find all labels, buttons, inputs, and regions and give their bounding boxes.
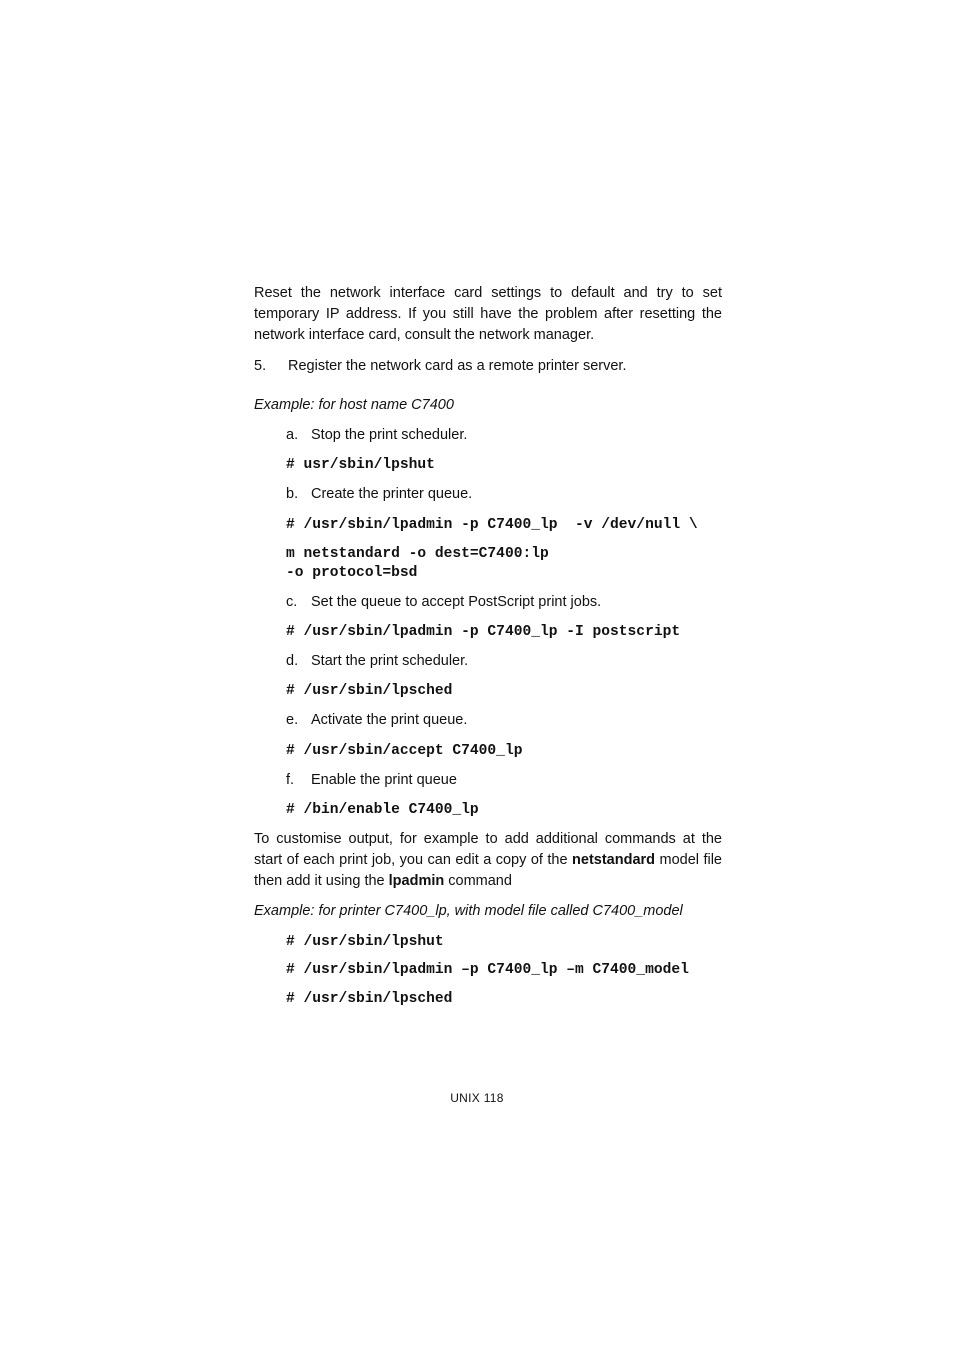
code-line: # /usr/sbin/lpsched [286,683,453,699]
code-line: # /usr/sbin/lpshut [286,934,444,950]
customise-paragraph [254,829,722,891]
substep-f [286,770,457,790]
substep-letter: b. [286,486,299,502]
substep-c [286,592,601,612]
customise-text-3: command [444,872,512,889]
substep-e [286,710,467,730]
step-text: Register the network card as a remote printer server. [288,358,627,374]
substep-text: Activate the print queue. [311,712,468,728]
netstandard-term: netstandard [572,851,656,868]
lpadmin-term: lpadmin [388,872,445,889]
code-line: -o protocol=bsd [286,565,418,581]
intro-paragraph: Reset the network interface card settings to default and try to set temporary IP address. If you still have the problem after resetting the network interface card, consult the network manager. [254,285,722,343]
code-line: # /usr/sbin/lpadmin –p C7400_lp –m C7400_model [286,962,689,978]
code-line: m netstandard -o dest=C7400:lp [286,546,549,562]
page-footer: UNIX 118 [450,1091,504,1105]
customise-text-1: To customise output, for example to add additional commands at the start of each print job, you can edit a copy of the [254,831,722,868]
code-line: # /usr/sbin/lpadmin -p C7400_lp -I postscript [286,624,681,640]
code-line: # usr/sbin/lpshut [286,457,435,473]
code-line: # /usr/sbin/lpadmin -p C7400_lp -v /dev/null \ [286,517,698,533]
code-line: # /usr/sbin/accept C7400_lp [286,743,523,759]
step-number: 5. [254,358,267,374]
substep-letter: a. [286,427,299,443]
substep-letter: d. [286,653,299,669]
substep-letter: e. [286,712,299,728]
substep-text: Enable the print queue [311,772,457,788]
substep-letter: f. [286,772,295,788]
step-5 [254,356,724,376]
substep-a [286,425,467,445]
substep-text: Set the queue to accept PostScript print jobs. [311,594,602,610]
customise-text-2: model file then add it using the [254,851,722,889]
substep-text: Start the print scheduler. [311,653,469,669]
code-line: # /bin/enable C7400_lp [286,802,479,818]
substep-d [286,651,468,671]
code-line: # /usr/sbin/lpsched [286,991,453,1007]
example-heading-host: Example: for host name C7400 [254,397,454,413]
substep-text: Stop the print scheduler. [311,427,468,443]
substep-text: Create the printer queue. [311,486,473,502]
substep-letter: c. [286,594,298,610]
substep-b [286,484,472,504]
example-heading-model: Example: for printer C7400_lp, with model file called C7400_model [254,903,683,919]
